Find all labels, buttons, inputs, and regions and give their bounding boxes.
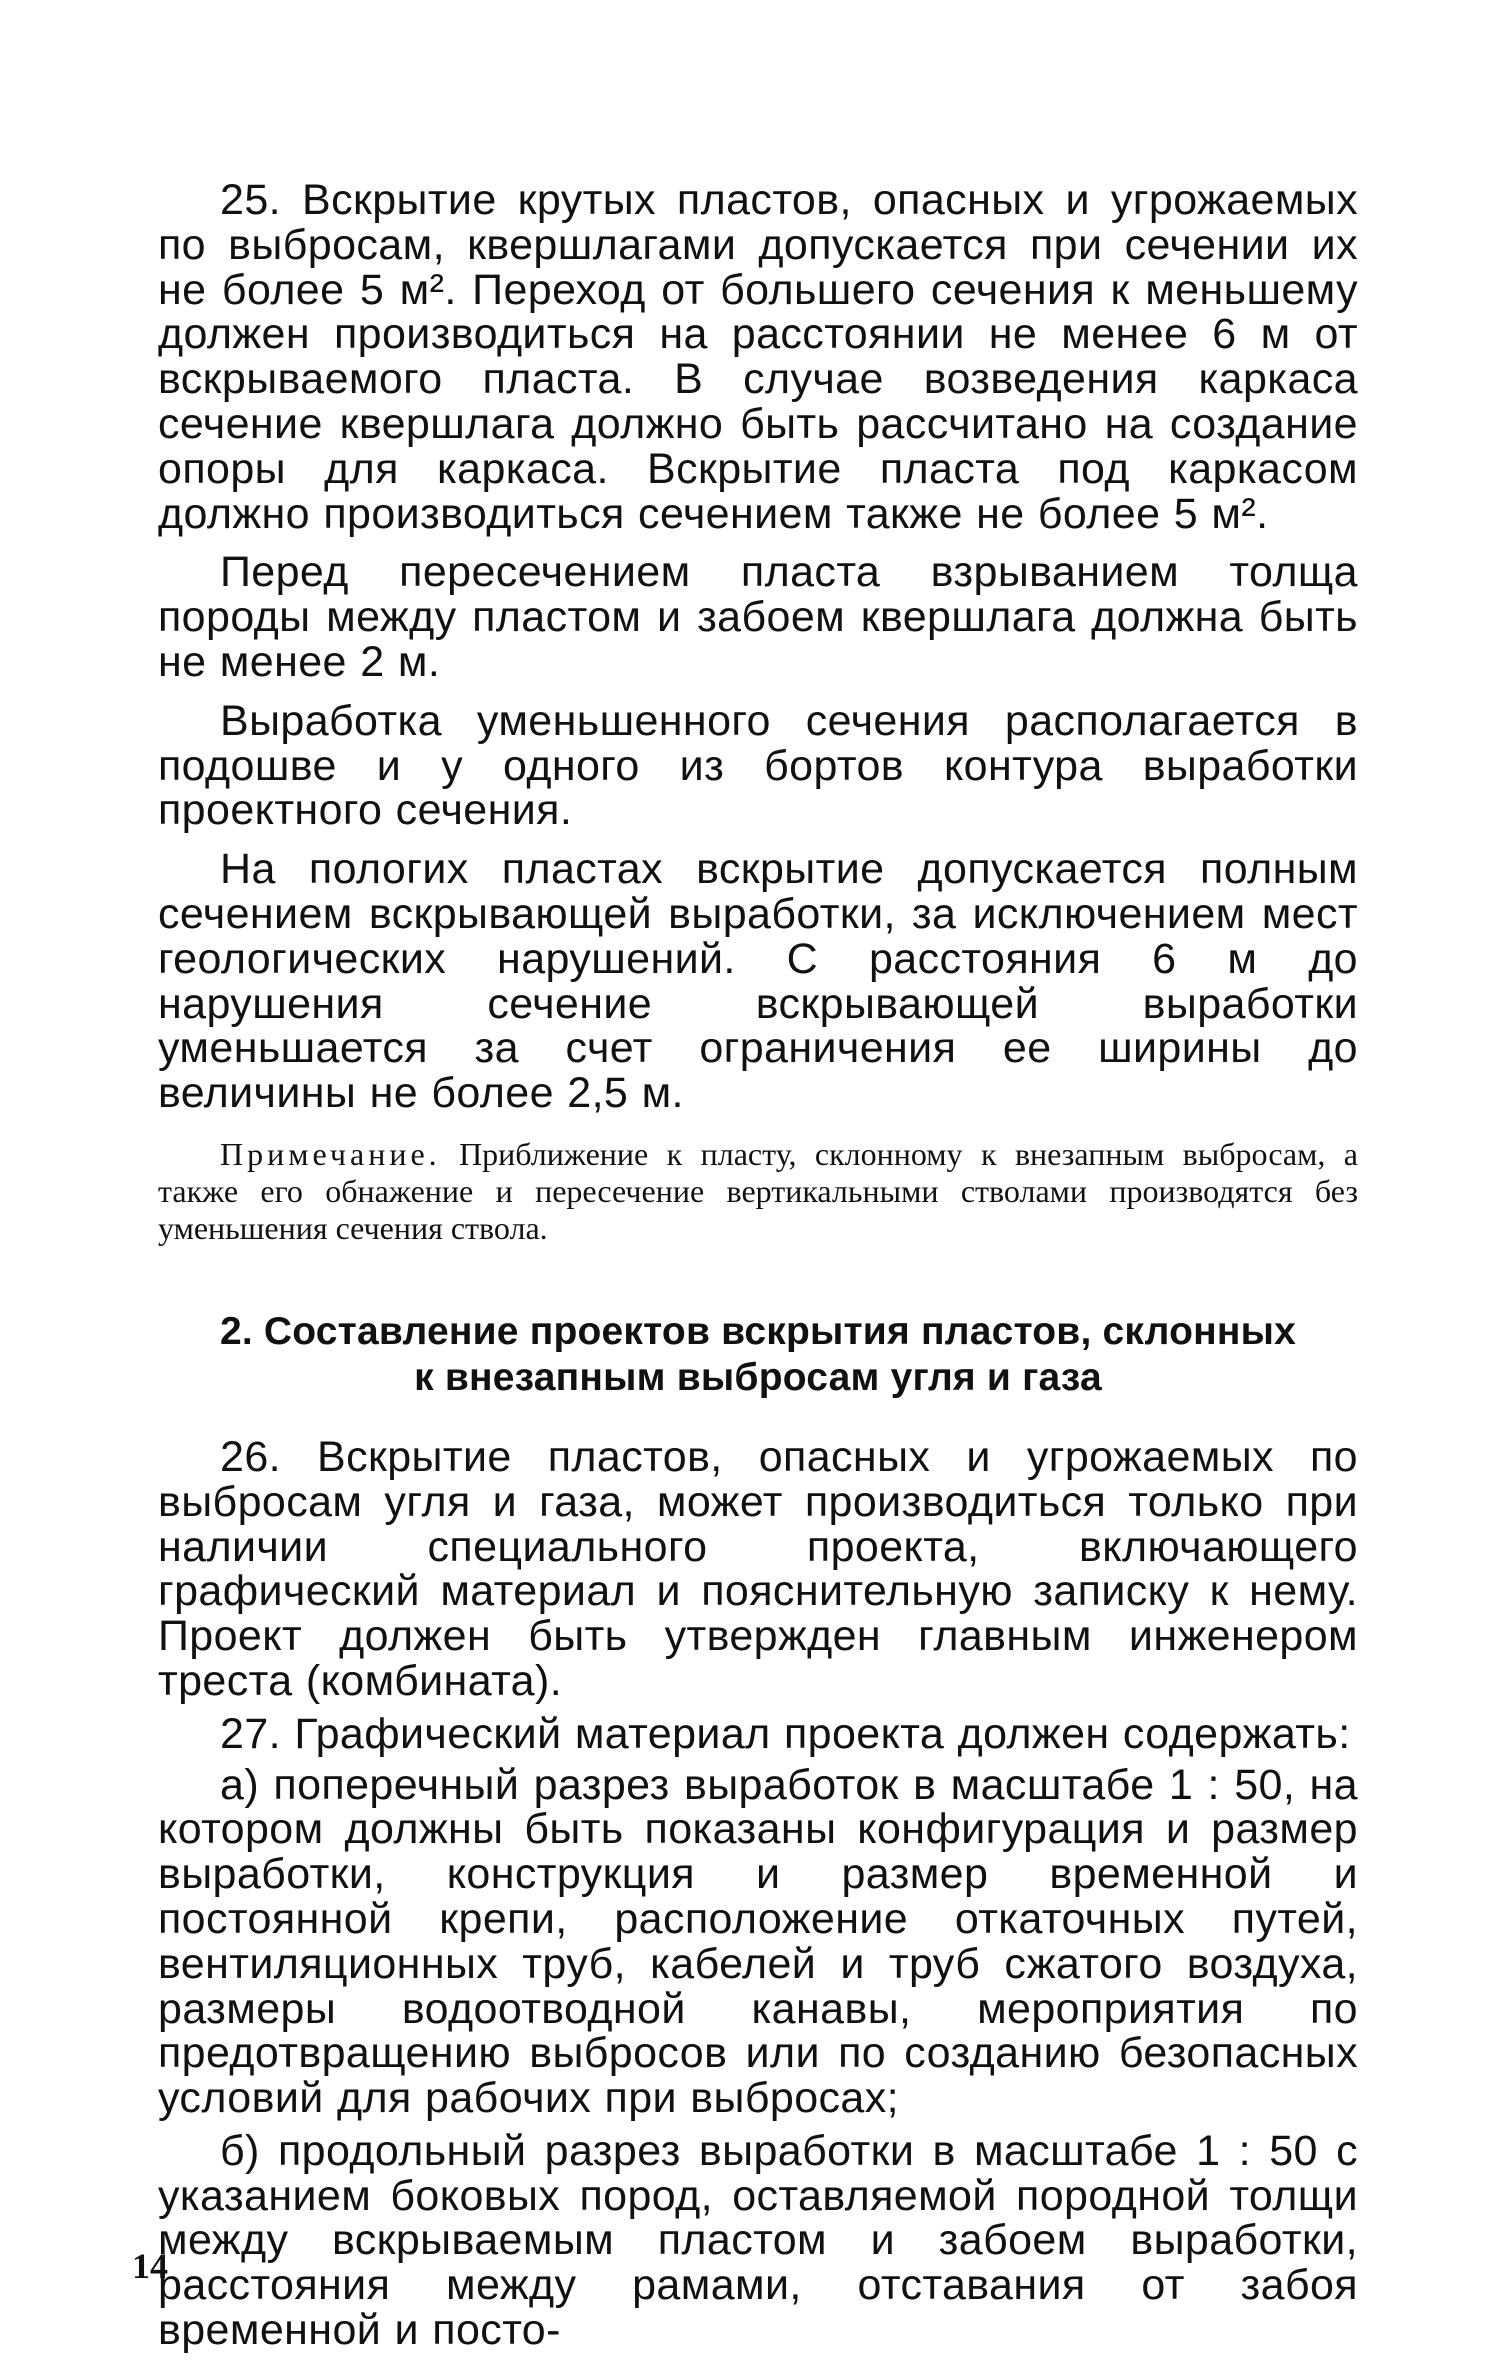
paragraph-27b: б) продольный разрез выработки в масштабе 1 : 50 с указанием боковых пород, оставляемой породной толщи между вскрываемым пластом и забоем выработки, расстояния между рамами, отставания от забоя временной и посто- <box>158 2126 1358 2355</box>
paragraph-reduced-section: Выработка уменьшенного сечения располагается в подошве и у одного из бортов контура выработки проектного сечения. <box>158 696 1358 835</box>
paragraph-26: 26. Вскрытие пластов, опасных и угрожаемых по выбросам угля и газа, может производиться только при наличии специального проекта, включающего графический материал и пояснительную записку к нему. Проект должен быть утвержден главным инженером треста (комбината). <box>158 1432 1358 1705</box>
section-heading-line1: 2. Составление проектов вскрытия пластов, склонных <box>219 1309 1297 1353</box>
paragraph-25: 25. Вскрытие крутых пластов, опасных и угрожаемых по выбросам, квершлагами допускается при сечении их не более 5 м². Переход от большего сечения к меньшему должен производиться на расстоянии не менее 6 м от вскрываемого пласта. В случае возведения каркаса сечение квершлага должно быть рассчитано на создание опоры для каркаса. Вскрытие пласта под каркасом должно производиться сечением также не более 5 м². <box>158 176 1358 538</box>
note <box>158 1136 1358 1247</box>
paragraph-27: 27. Графический материал проекта должен содержать: <box>220 1709 1351 1758</box>
note-label: Примечание. <box>220 1135 441 1172</box>
page-number: 14 <box>132 2246 168 2286</box>
paragraph-gentle-seams: На пологих пластах вскрытие допускается полным сечением вскрывающей выработки, за исключением мест геологических нарушений. С расстояния 6 м до нарушения сечение вскрывающей выработки уменьшается за счет ограничения ее ширины до величины не более 2,5 м. <box>158 845 1358 1118</box>
note-text: Приближение к пласту, склонному к внезапным выбросам, а также его обнажение и пересечение вертикальными стволами производятся без уменьшения сечения ствола. <box>158 1135 1358 1246</box>
section-heading-line2: к внезапным выбросам угля и газа <box>414 1355 1102 1399</box>
document-page <box>158 178 1358 2353</box>
paragraph-rock-thickness: Перед пересечением пласта взрыванием толща породы между пластом и забоем квершлага должна быть не менее 2 м. <box>158 548 1358 686</box>
paragraph-27a: а) поперечный разрез выработок в масштабе 1 : 50, на котором должны быть показаны конфигурация и размер выработки, конструкция и размер временной и постоянной крепи, расположение откаточных путей, вентиляционных труб, кабелей и труб сжатого воздуха, размеры водоотводной канавы, мероприятия по предотвращению выбросов или по созданию безопасных условий для рабочих при выбросах; <box>158 1760 1358 2123</box>
section-heading <box>158 1309 1358 1401</box>
